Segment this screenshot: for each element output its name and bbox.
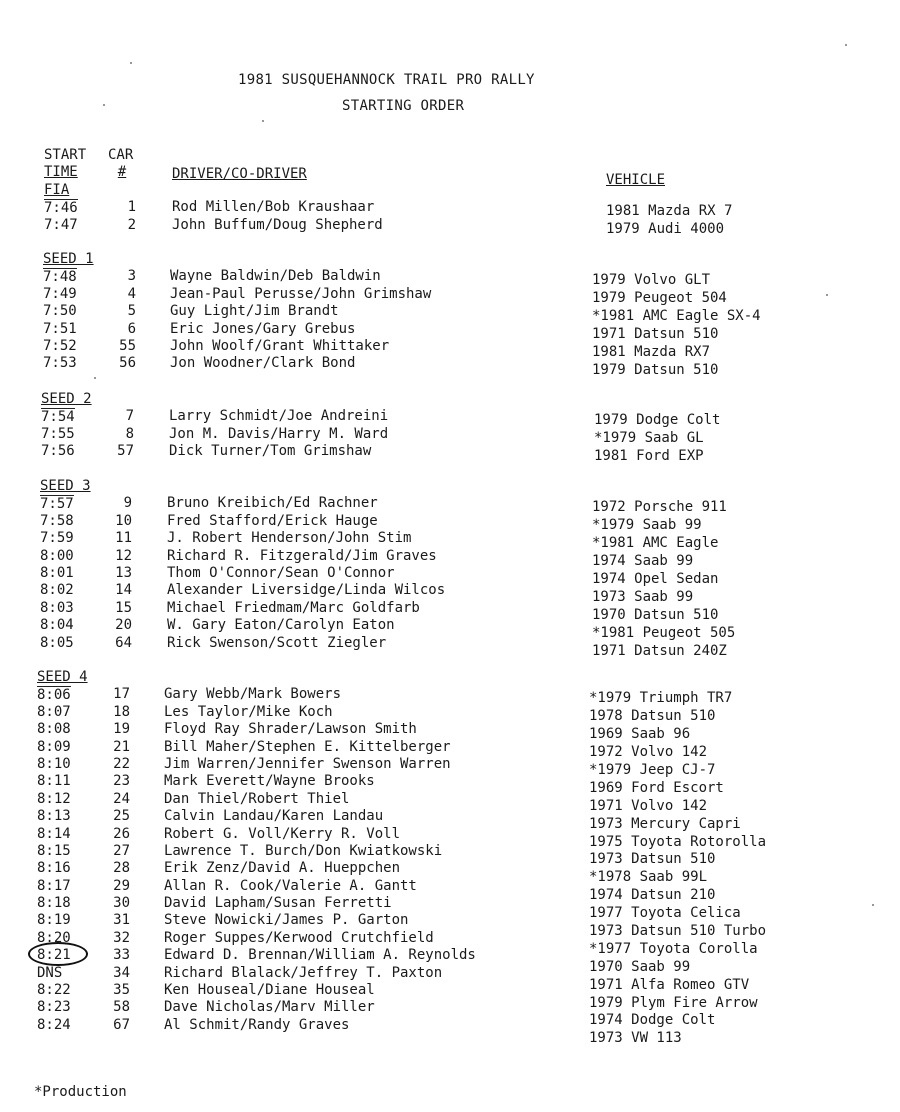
driver-codriver: Fred Stafford/Erick Hauge (167, 512, 378, 529)
start-time: 7:52 (43, 337, 77, 354)
entry-row (43, 337, 860, 360)
start-time: 8:08 (37, 721, 71, 738)
vehicle: 1969 Saab 96 (589, 726, 691, 743)
car-number: 28 (113, 860, 130, 877)
entry-row (37, 790, 860, 814)
vehicle: *1981 AMC Eagle (592, 535, 719, 552)
start-time: 7:56 (41, 443, 75, 460)
driver-codriver: Erik Zenz/David A. Hueppchen (164, 860, 401, 877)
entry-row (43, 303, 860, 325)
vehicle: 1981 Mazda RX 7 (606, 203, 733, 220)
driver-codriver: Mark Everett/Wayne Brooks (164, 773, 375, 790)
entry-row (37, 738, 860, 761)
vehicle: *1978 Saab 99L (589, 869, 708, 886)
driver-codriver: Steve Nowicki/James P. Garton (164, 912, 409, 929)
start-time: 7:55 (41, 425, 75, 442)
start-time: 8:15 (37, 842, 71, 859)
start-time: 8:00 (40, 547, 74, 564)
driver-codriver: Jean-Paul Perusse/John Grimshaw (170, 285, 432, 302)
start-time: 8:20 (37, 929, 71, 946)
driver-codriver: J. Robert Henderson/John Stim (167, 530, 412, 547)
header-driver: DRIVER/CO-DRIVER (172, 166, 307, 182)
group-1 (43, 251, 860, 378)
vehicle: *1979 Jeep CJ-7 (589, 761, 716, 778)
start-time: 8:01 (40, 564, 74, 581)
car-number: 17 (113, 686, 130, 703)
car-number: 12 (115, 547, 132, 564)
driver-codriver: Richard R. Fitzgerald/Jim Graves (167, 547, 437, 564)
car-number: 29 (113, 877, 130, 894)
start-time: 8:24 (37, 1016, 71, 1033)
entry-row (43, 268, 860, 289)
car-number: 23 (113, 773, 130, 790)
header-vehicle: VEHICLE (606, 172, 666, 188)
car-number: 18 (113, 703, 130, 720)
entry-row (37, 808, 860, 832)
driver-codriver: Dan Thiel/Robert Thiel (164, 790, 350, 807)
start-time: 8:06 (37, 687, 71, 704)
driver-codriver: Robert G. Voll/Kerry R. Voll (164, 825, 401, 842)
vehicle: 1974 Dodge Colt (589, 1012, 716, 1029)
start-time: 8:14 (37, 825, 71, 842)
entry-row (43, 320, 860, 343)
car-number: 6 (127, 320, 136, 337)
scan-speck (262, 120, 264, 122)
driver-codriver: Rod Millen/Bob Kraushaar (172, 199, 375, 216)
vehicle: 1973 VW 113 (589, 1030, 682, 1047)
car-number: 34 (113, 964, 130, 981)
car-number: 35 (113, 982, 130, 999)
entry-row (40, 582, 860, 605)
start-time: 7:54 (41, 409, 75, 426)
header-car-number: # (117, 164, 127, 180)
car-number: 55 (119, 337, 136, 354)
driver-codriver: Rick Swenson/Scott Ziegler (167, 634, 387, 651)
entry-row (40, 530, 860, 552)
driver-codriver: Allan R. Cook/Valerie A. Gantt (164, 877, 417, 894)
driver-codriver: Jim Warren/Jennifer Swenson Warren (164, 755, 451, 772)
entry-row (41, 425, 860, 447)
vehicle: 1969 Ford Escort (589, 779, 724, 796)
document-title: 1981 SUSQUEHANNOCK TRAIL PRO RALLY (238, 72, 535, 88)
driver-codriver: Michael Friedmam/Marc Goldfarb (167, 599, 420, 616)
start-time: 7:50 (43, 303, 77, 320)
driver-codriver: Les Taylor/Mike Koch (164, 703, 333, 720)
start-time: 8:02 (40, 582, 74, 599)
driver-codriver: Dave Nicholas/Marv Miller (164, 999, 375, 1016)
start-time: 8:13 (37, 808, 71, 825)
driver-codriver: Dick Turner/Tom Grimshaw (169, 443, 372, 460)
driver-codriver: Jon Woodner/Clark Bond (170, 355, 356, 372)
start-time: 8:23 (37, 999, 71, 1016)
entry-row (43, 355, 860, 378)
start-time: 8:19 (37, 912, 71, 929)
footnote: *Production (34, 1084, 127, 1100)
header-time: TIME (44, 164, 78, 180)
start-time: 7:46 (44, 200, 78, 217)
driver-codriver: Guy Light/Jim Brandt (170, 303, 339, 320)
car-number: 26 (113, 825, 130, 842)
car-number: 57 (117, 443, 134, 460)
vehicle: 1971 Datsun 510 (592, 326, 719, 343)
vehicle: 1979 Datsun 510 (592, 361, 719, 378)
driver-codriver: Eric Jones/Gary Grebus (170, 320, 356, 337)
start-time: 7:49 (43, 285, 77, 302)
driver-codriver: Gary Webb/Mark Bowers (164, 686, 342, 703)
vehicle: 1981 Ford EXP (594, 448, 704, 465)
entry-row (40, 547, 860, 570)
car-number: 25 (113, 808, 130, 825)
entry-row (44, 216, 860, 238)
driver-codriver: Wayne Baldwin/Deb Baldwin (170, 268, 381, 285)
vehicle: 1979 Plym Fire Arrow (589, 994, 758, 1011)
start-time: DNS (37, 964, 63, 981)
vehicle: *1977 Toyota Corolla (589, 940, 758, 957)
driver-codriver: Richard Blalack/Jeffrey T. Paxton (164, 964, 443, 981)
start-time: 8:17 (37, 877, 71, 894)
document-subtitle: STARTING ORDER (342, 98, 465, 114)
start-time: 8:07 (37, 703, 71, 720)
scan-speck (94, 377, 96, 379)
group-0 (44, 182, 860, 238)
car-number: 21 (113, 738, 130, 755)
start-time: 8:04 (40, 617, 74, 634)
car-number: 9 (123, 495, 132, 512)
entry-row (37, 686, 860, 707)
vehicle: 1978 Datsun 510 (589, 708, 716, 725)
entry-row (41, 408, 860, 429)
driver-codriver: Al Schmit/Randy Graves (164, 1016, 350, 1033)
group-label: SEED 2 (41, 391, 92, 407)
vehicle: 1979 Dodge Colt (594, 412, 721, 429)
car-number: 64 (115, 634, 132, 651)
start-time: 7:59 (40, 530, 74, 547)
start-time: 8:18 (37, 895, 71, 912)
start-time: 8:21 (37, 947, 71, 964)
start-time: 7:48 (43, 269, 77, 286)
vehicle: 1981 Mazda RX7 (592, 343, 711, 360)
start-time: 8:03 (40, 599, 74, 616)
vehicle: 1973 Datsun 510 (589, 851, 716, 868)
car-number: 2 (127, 216, 136, 233)
entry-row (40, 599, 860, 623)
car-number: 56 (119, 355, 136, 372)
scan-speck (130, 62, 132, 64)
start-time: 8:09 (37, 738, 71, 755)
driver-codriver: Larry Schmidt/Joe Andreini (169, 408, 389, 425)
group-label: SEED 1 (43, 251, 94, 267)
start-time: 7:47 (44, 216, 78, 233)
start-time: 8:10 (37, 755, 71, 772)
driver-codriver: David Lapham/Susan Ferretti (164, 895, 392, 912)
start-time: 8:11 (37, 773, 71, 790)
entry-row (37, 825, 860, 850)
start-time: 7:58 (40, 512, 74, 529)
entry-row (40, 634, 860, 659)
vehicle: 1972 Volvo 142 (589, 744, 708, 761)
entry-row (37, 773, 860, 796)
car-number: 4 (127, 285, 136, 302)
vehicle: 1974 Saab 99 (592, 553, 694, 570)
entry-row (37, 721, 860, 743)
header-car: CAR (108, 147, 134, 163)
start-time: 8:12 (37, 790, 71, 807)
vehicle: 1979 Volvo GLT (592, 272, 711, 289)
vehicle: 1974 Opel Sedan (592, 570, 719, 587)
vehicle: 1979 Audi 4000 (606, 221, 725, 238)
car-number: 31 (113, 912, 130, 929)
vehicle: 1974 Datsun 210 (589, 887, 716, 904)
group-label: FIA (44, 182, 70, 198)
vehicle: 1971 Alfa Romeo GTV (589, 976, 750, 993)
driver-codriver: Ken Houseal/Diane Houseal (164, 982, 375, 999)
entry-row (44, 199, 860, 220)
handwritten-circle-mark (28, 942, 88, 966)
car-number: 24 (113, 790, 130, 807)
start-time: 7:57 (40, 496, 74, 513)
vehicle: 1979 Peugeot 504 (592, 290, 727, 307)
car-number: 20 (115, 617, 132, 634)
start-time: 8:22 (37, 982, 71, 999)
driver-codriver: Alexander Liversidge/Linda Wilcos (167, 582, 446, 599)
car-number: 11 (115, 530, 132, 547)
car-number: 1 (127, 199, 136, 216)
vehicle: *1979 Saab 99 (592, 517, 702, 534)
vehicle: 1973 Mercury Capri (589, 815, 741, 832)
driver-codriver: Roger Suppes/Kerwood Crutchfield (164, 929, 434, 946)
vehicle: 1973 Datsun 510 Turbo (589, 922, 767, 939)
car-number: 27 (113, 842, 130, 859)
group-3 (40, 478, 860, 659)
entry-row (40, 512, 860, 534)
car-number: 58 (113, 999, 130, 1016)
vehicle: 1971 Datsun 240Z (592, 642, 727, 659)
vehicle: *1979 Saab GL (594, 430, 704, 447)
group-4 (37, 669, 860, 1047)
header-start: START (44, 147, 87, 163)
entry-row (37, 1016, 860, 1047)
entry-row (40, 495, 860, 516)
car-number: 30 (113, 895, 130, 912)
driver-codriver: John Buffum/Doug Shepherd (172, 216, 383, 233)
car-number: 33 (113, 947, 130, 964)
start-time: 8:05 (40, 634, 74, 651)
scan-speck (872, 904, 874, 906)
driver-codriver: Bill Maher/Stephen E. Kittelberger (164, 738, 451, 755)
scan-speck (103, 104, 105, 106)
driver-codriver: Calvin Landau/Karen Landau (164, 808, 384, 825)
entry-row (37, 842, 860, 868)
group-2 (41, 391, 860, 465)
car-number: 15 (115, 599, 132, 616)
vehicle: 1972 Porsche 911 (592, 499, 727, 516)
driver-codriver: Lawrence T. Burch/Don Kwiatkowski (164, 842, 443, 859)
scan-speck (826, 294, 828, 296)
vehicle: 1973 Saab 99 (592, 588, 694, 605)
group-label: SEED 3 (40, 478, 91, 494)
driver-codriver: John Woolf/Grant Whittaker (170, 337, 390, 354)
vehicle: *1981 Peugeot 505 (592, 624, 736, 641)
driver-codriver: Edward D. Brennan/William A. Reynolds (164, 947, 476, 964)
entry-row (40, 564, 860, 587)
vehicle: 1975 Toyota Rotorolla (589, 833, 767, 850)
vehicle: *1981 AMC Eagle SX-4 (592, 308, 761, 325)
entry-row (37, 755, 860, 778)
start-time: 7:53 (43, 355, 77, 372)
car-number: 10 (115, 512, 132, 529)
car-number: 8 (125, 425, 134, 442)
entry-row (40, 617, 860, 641)
car-number: 19 (113, 721, 130, 738)
driver-codriver: Floyd Ray Shrader/Lawson Smith (164, 721, 417, 738)
car-number: 13 (115, 564, 132, 581)
vehicle: 1977 Toyota Celica (589, 905, 741, 922)
entry-row (43, 285, 860, 307)
car-number: 7 (125, 408, 134, 425)
car-number: 3 (127, 268, 136, 285)
vehicle: *1979 Triumph TR7 (589, 690, 733, 707)
car-number: 32 (113, 929, 130, 946)
car-number: 22 (113, 755, 130, 772)
car-number: 5 (127, 303, 136, 320)
driver-codriver: W. Gary Eaton/Carolyn Eaton (167, 617, 395, 634)
start-time: 7:51 (43, 320, 77, 337)
driver-codriver: Bruno Kreibich/Ed Rachner (167, 495, 378, 512)
entry-row (37, 703, 860, 725)
car-number: 14 (115, 582, 132, 599)
vehicle: 1970 Datsun 510 (592, 606, 719, 623)
entry-row (41, 443, 860, 465)
vehicle: 1970 Saab 99 (589, 958, 691, 975)
group-label: SEED 4 (37, 669, 88, 685)
driver-codriver: Jon M. Davis/Harry M. Ward (169, 425, 389, 442)
car-number: 67 (113, 1016, 130, 1033)
driver-codriver: Thom O'Connor/Sean O'Connor (167, 564, 395, 581)
start-time: 8:16 (37, 860, 71, 877)
scan-speck (845, 44, 847, 46)
vehicle: 1971 Volvo 142 (589, 797, 708, 814)
